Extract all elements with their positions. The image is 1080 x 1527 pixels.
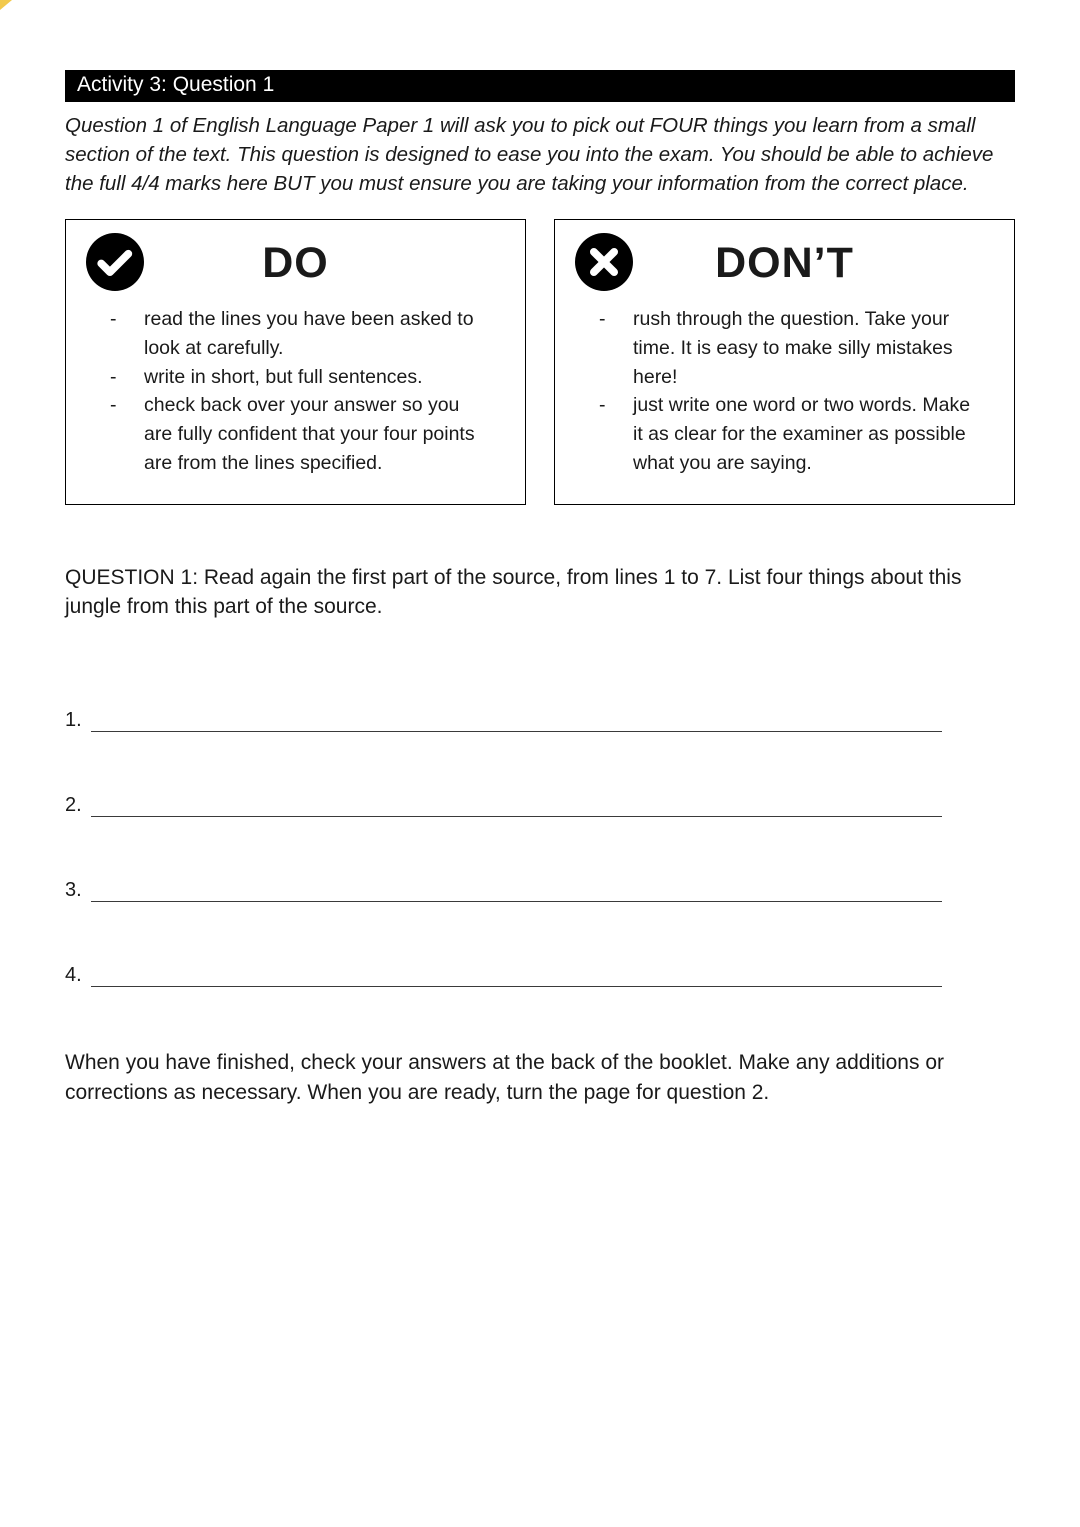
do-box-title-row — [84, 233, 507, 295]
do-box — [65, 219, 526, 505]
list-marker: - — [599, 307, 606, 330]
section-header — [65, 70, 1015, 102]
answer-row-4 — [65, 963, 942, 987]
answer-row-2 — [65, 793, 942, 817]
answer-row-3 — [65, 878, 942, 902]
list-item — [599, 391, 974, 478]
do-dont-boxes — [65, 219, 1015, 505]
section-header-label: Activity 3: Question 1 — [77, 73, 275, 96]
dont-box-list — [573, 305, 996, 478]
answer-number: 3. — [65, 878, 82, 901]
list-item-text: rush through the question. Take your time. It is easy to make silly mistakes here! — [633, 307, 953, 388]
list-marker: - — [110, 394, 117, 417]
cross-circle-icon — [575, 233, 633, 291]
answer-number: 2. — [65, 793, 82, 816]
list-marker: - — [110, 307, 117, 330]
list-item-text: read the lines you have been asked to look at carefully. — [144, 307, 474, 359]
list-item — [110, 363, 485, 392]
footer-text: When you have finished, check your answers at the back of the booklet. Make any additions or corrections as necessary. When you are ready, turn the page for question 2. — [65, 1050, 944, 1105]
list-item-text: check back over your answer so you are fully confident that your four points are from the lines specified. — [144, 394, 475, 475]
list-item-text: write in short, but full sentences. — [144, 365, 423, 388]
dont-box-title: DON’T — [715, 238, 854, 287]
list-item-text: just write one word or two words. Make it as clear for the examiner as possible what you are saying. — [633, 394, 971, 475]
answer-line[interactable] — [91, 878, 942, 902]
checkmark-circle-icon — [86, 233, 144, 291]
list-item — [110, 391, 485, 478]
intro-text: Question 1 of English Language Paper 1 will ask you to pick out FOUR things you learn from a small section of the text. This question is designed to ease you into the exam. You should be able to achieve the full 4/4 marks here BUT you must ensure you are taking your information from the correct place. — [65, 114, 994, 196]
answer-line[interactable] — [91, 793, 942, 817]
do-box-list — [84, 305, 507, 478]
do-box-title: DO — [262, 238, 329, 287]
list-item — [599, 305, 974, 392]
question-text: QUESTION 1: Read again the first part of the source, from lines 1 to 7. List four things about this jungle from this part of the source. — [65, 565, 962, 619]
list-marker: - — [110, 365, 117, 388]
answer-number: 1. — [65, 708, 82, 731]
dont-box — [554, 219, 1015, 505]
answers-section — [65, 708, 1015, 987]
answer-number: 4. — [65, 963, 82, 986]
corner-artifact — [0, 0, 12, 10]
answer-line[interactable] — [91, 708, 942, 732]
answer-row-1 — [65, 708, 942, 732]
answer-line[interactable] — [91, 963, 942, 987]
list-item — [110, 305, 485, 363]
dont-box-title-row — [573, 233, 996, 295]
list-marker: - — [599, 394, 606, 417]
